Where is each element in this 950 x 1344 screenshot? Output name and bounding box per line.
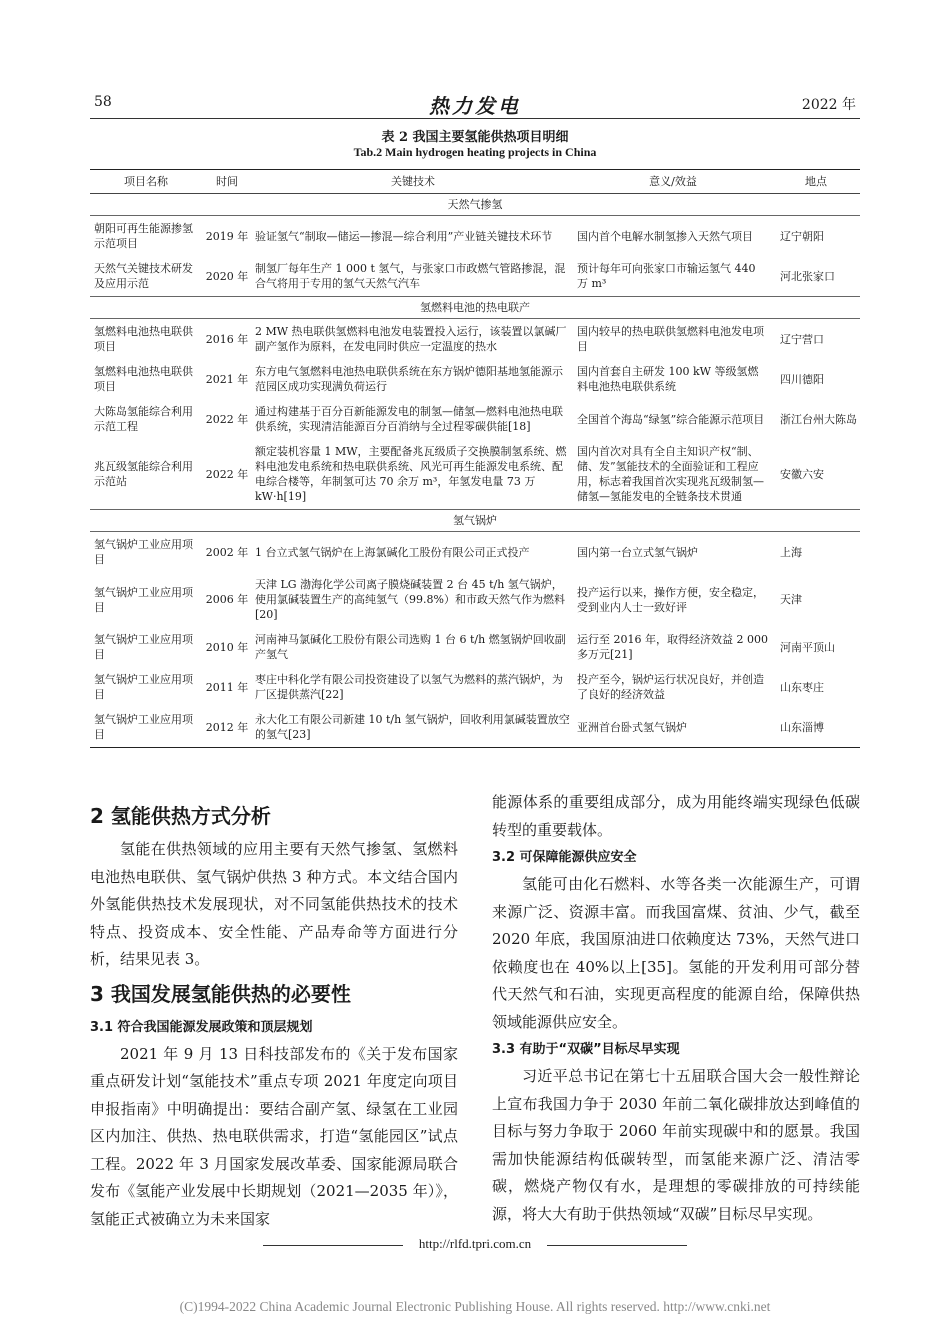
- cell-name: 氢气锅炉工业应用项目: [94, 633, 193, 661]
- cell-benefit: 投产运行以来，操作方便，安全稳定，受到业内人士一致好评: [577, 585, 764, 614]
- table-row: [90, 216, 860, 257]
- cell-place: 辽宁朝阳: [780, 229, 824, 243]
- section-3-3-heading: 3.3 有助于“双碳”目标尽早实现: [492, 1042, 680, 1057]
- table-row: [90, 532, 860, 573]
- cell-year: 2019 年: [205, 229, 249, 243]
- cell-tech: 额定装机容量 1 MW，主要配备兆瓦级质子交换膜制氢系统、燃料电池发电系统和热电联供系统、风光可再生能源发电系统、配电综合楼等，年制氢可达 70 余万 m³，年氢发电量 73 万 kW·h[19]: [255, 445, 567, 503]
- section-3-1-heading: 3.1 符合我国能源发展政策和顶层规划: [90, 1019, 313, 1035]
- table-caption-en: Tab.2 Main hydrogen heating projects in China: [353, 145, 597, 159]
- right-column: [492, 789, 860, 1228]
- section-2-heading: 2 氢能供热方式分析: [90, 804, 271, 828]
- cell-place: 山东枣庄: [780, 680, 824, 694]
- table-group-row: [90, 297, 860, 319]
- cell-place: 四川德阳: [780, 372, 824, 386]
- cell-year: 2022 年: [205, 467, 249, 481]
- cell-benefit: 投产至今，锅炉运行状况良好，并创造了良好的经济效益: [577, 673, 764, 701]
- cell-tech: 天津 LG 渤海化学公司离子膜烧碱装置 2 台 45 t/h 氢气锅炉，使用氯碱装置生产的高纯氢气（99.8%）和市政天然气作为燃料[20]: [255, 578, 565, 621]
- footer-rule-right: [547, 1245, 687, 1246]
- section-3-1-paragraph-continued: 能源体系的重要组成部分，成为用能终端实现绿色低碳转型的重要载体。: [492, 793, 860, 839]
- column-header: 意义/效益: [574, 170, 772, 194]
- page-number: 58: [94, 94, 112, 110]
- table-body: [90, 194, 860, 748]
- cell-tech: 河南神马氯碱化工股份有限公司选购 1 台 6 t/h 燃氢锅炉回收副产氢气: [255, 633, 566, 661]
- cell-year: 2021 年: [205, 372, 249, 386]
- table-header-row: [90, 170, 860, 194]
- cell-name: 氢燃料电池热电联供项目: [94, 365, 193, 393]
- cell-tech: 1 台立式氢气锅炉在上海氯碱化工股份有限公司正式投产: [255, 545, 530, 559]
- cell-year: 2010 年: [205, 640, 249, 654]
- cell-year: 2022 年: [205, 412, 249, 426]
- table-row: [90, 627, 860, 667]
- column-header: 时间: [202, 170, 252, 194]
- cell-year: 2012 年: [205, 720, 249, 734]
- cell-benefit: 亚洲首台卧式氢气锅炉: [577, 720, 687, 734]
- table-row: [90, 256, 860, 297]
- cell-year: 2006 年: [205, 593, 249, 606]
- table-row: [90, 707, 860, 748]
- journal-title: 热力发电: [429, 94, 521, 118]
- group-title: 氢燃料电池的热电联产: [90, 297, 860, 319]
- group-title: 天然气掺氢: [90, 194, 860, 216]
- cell-place: 上海: [780, 545, 802, 559]
- table-row: [90, 319, 860, 360]
- table-row: [90, 439, 860, 510]
- table-row: [90, 667, 860, 707]
- cell-year: 2002 年: [205, 545, 249, 559]
- cell-tech: 枣庄中科化学有限公司投资建设了以氢气为燃料的蒸汽锅炉，为厂区提供蒸汽[22]: [255, 673, 563, 701]
- section-3-heading: 3 我国发展氢能供热的必要性: [90, 981, 351, 1006]
- cell-tech: 东方电气氢燃料电池热电联供系统在东方锅炉德阳基地氢能源示范园区成功实现满负荷运行: [255, 365, 563, 393]
- column-header: 项目名称: [90, 170, 202, 194]
- cell-benefit: 国内首套自主研发 100 kW 等级氢燃料电池热电联供系统: [577, 365, 759, 393]
- cell-place: 辽宁营口: [780, 332, 824, 346]
- table-row: [90, 572, 860, 627]
- page-header: [90, 90, 860, 119]
- cell-year: 2016 年: [205, 332, 249, 346]
- cell-name: 氢气锅炉工业应用项目: [94, 673, 193, 701]
- left-column: [90, 796, 458, 1233]
- cell-place: 浙江台州大陈岛: [780, 412, 857, 426]
- cell-tech: 2 MW 热电联供氢燃料电池发电装置投入运行，该装置以氯碱厂副产氢作为原料，在发电同时供应一定温度的热水: [255, 325, 567, 353]
- table-group-row: [90, 194, 860, 216]
- footer-rule-left: [263, 1245, 403, 1246]
- table-row: [90, 359, 860, 399]
- copyright-notice: (C)1994-2022 China Academic Journal Electronic Publishing House. All rights reserved. http://www.cnki.net: [179, 1299, 771, 1314]
- cell-benefit: 国内第一台立式氢气锅炉: [577, 545, 698, 559]
- cell-place: 天津: [780, 593, 802, 606]
- cell-place: 河南平顶山: [780, 640, 835, 654]
- table-group-row: [90, 510, 860, 532]
- section-3-2-heading: 3.2 可保障能源供应安全: [492, 850, 637, 865]
- cell-benefit: 国内较早的热电联供氢燃料电池发电项目: [577, 325, 764, 353]
- table-row: [90, 399, 860, 439]
- cell-year: 2020 年: [205, 269, 249, 283]
- cell-name: 氢气锅炉工业应用项目: [94, 538, 193, 566]
- cell-tech: 通过构建基于百分百新能源发电的制氢—储氢—燃料电池热电联供系统，实现清洁能源百分百消纳与全过程零碳供能[18]: [255, 405, 563, 433]
- cell-tech: 永大化工有限公司新建 10 t/h 氢气锅炉，回收利用氯碱装置放空的氢气[23]: [255, 713, 570, 741]
- cell-name: 朝阳可再生能源掺氢示范项目: [94, 222, 193, 250]
- cell-benefit: 运行至 2016 年，取得经济效益 2 000 多万元[21]: [577, 633, 768, 661]
- cell-name: 大陈岛氢能综合利用示范工程: [94, 405, 193, 433]
- hydrogen-projects-table: [90, 169, 860, 748]
- section-3-2-paragraph: 氢能可由化石燃料、水等各类一次能源生产，可谓来源广泛、资源丰富。而我国富煤、贫油、少气，截至 2020 年底，我国原油进口依赖度达 73%，天然气进口依赖度也在 40%以上[35]。氢能的开发利用可部分替代天然气和石油，实现更高程度的能源自给，保障供热领域能源供应安全。: [492, 875, 860, 1031]
- cell-benefit: 国内首个电解水制氢掺入天然气项目: [577, 229, 753, 243]
- cell-tech: 制氢厂每年生产 1 000 t 氢气，与张家口市政燃气管路掺混，混合气将用于专用的氢气天然气汽车: [255, 262, 566, 290]
- journal-url[interactable]: http://rlfd.tpri.com.cn: [418, 1236, 532, 1251]
- column-header: 关键技术: [252, 170, 574, 194]
- section-2-paragraph: 氢能在供热领域的应用主要有天然气掺氢、氢燃料电池热电联供、氢气锅炉供热 3 种方式。本文结合国内外氢能供热技术发展现状，对不同氢能供热技术的技术特点、投资成本、安全性能、产品寿命等方面进行分析，结果见表 3。: [90, 840, 458, 968]
- cell-year: 2011 年: [205, 680, 249, 694]
- cell-tech: 验证氢气“制取—储运—掺混—综合利用”产业链关键技术环节: [255, 229, 553, 243]
- cell-name: 兆瓦级氢能综合利用示范站: [94, 460, 193, 488]
- cell-name: 氢燃料电池热电联供项目: [94, 325, 193, 353]
- section-3-1-paragraph: 2021 年 9 月 13 日科技部发布的《关于发布国家重点研发计划“氢能技术”重点专项 2021 年度定向项目申报指南》中明确提出：要结合副产氢、绿氢在工业园区内加注、供热、热电联供需求，打造“氢能园区”试点工程。2022 年 3 月国家发展改革委、国家能源局联合发布《氢能产业发展中长期规划（2021—2035 年）》，氢能正式被确立为未来国家: [90, 1044, 458, 1228]
- cell-place: 河北张家口: [780, 269, 835, 283]
- page-footer: [0, 1236, 950, 1252]
- section-3-3-paragraph: 习近平总书记在第七十五届联合国大会一般性辩论上宣布我国力争于 2030 年前二氧化碳排放达到峰值的目标与努力争取于 2060 年前实现碳中和的愿景。我国需加快能源结构低碳转型，而氢能来源广泛、清洁零碳，燃烧产物仅有水，是理想的零碳排放的可持续能源，将大大有助于供热领域“双碳”目标尽早实现。: [492, 1067, 860, 1223]
- cell-benefit: 国内首次对具有全自主知识产权“制、储、发”氢能技术的全面验证和工程应用，标志着我国首次实现兆瓦级制氢—储氢—氢能发电的全链条技术贯通: [577, 445, 764, 503]
- table-caption-zh: 表 2 我国主要氢能供热项目明细: [381, 130, 569, 145]
- cell-place: 山东淄博: [780, 720, 824, 734]
- cell-place: 安徽六安: [780, 467, 824, 481]
- cell-name: 氢气锅炉工业应用项目: [94, 713, 193, 741]
- cell-name: 天然气关键技术研发及应用示范: [94, 262, 193, 290]
- cell-name: 氢气锅炉工业应用项目: [94, 585, 193, 614]
- publication-year: 2022 年: [801, 97, 856, 113]
- column-header: 地点: [772, 170, 860, 194]
- cell-benefit: 预计每年可向张家口市输运氢气 440 万 m³: [577, 262, 756, 290]
- cell-benefit: 全国首个海岛“绿氢”综合能源示范项目: [577, 412, 765, 426]
- group-title: 氢气锅炉: [90, 510, 860, 532]
